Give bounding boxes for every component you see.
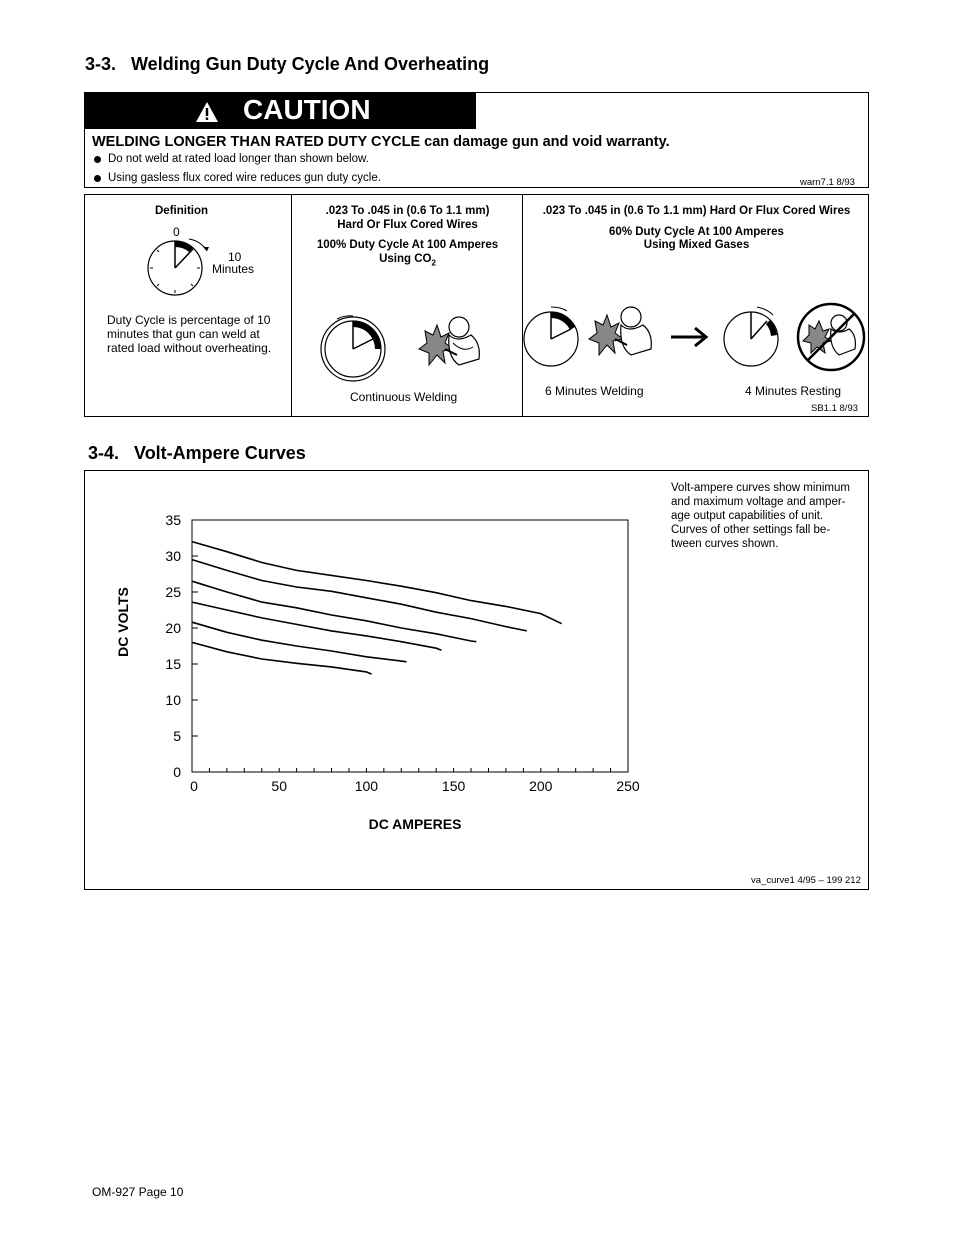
- clock-zero-label: 0: [173, 225, 180, 239]
- y-tick-label: 25: [165, 584, 181, 600]
- definition-text-3: rated load without overheating.: [107, 341, 272, 355]
- co2-sub-1: 100% Duty Cycle At 100 Amperes: [316, 239, 499, 251]
- caution-bullet-2: Using gasless flux cored wire reduces gun duty cycle.: [108, 172, 381, 184]
- va-description-line-5: tween curves shown.: [671, 538, 779, 550]
- plot-frame: [192, 520, 628, 772]
- va-ref: va_curve1 4/95 – 199 212: [751, 875, 861, 886]
- caution-label: CAUTION: [243, 94, 371, 125]
- section-3-3-title: 3-3. Welding Gun Duty Cycle And Overheating: [85, 54, 490, 74]
- co2-sub-2-text: Using CO: [379, 253, 432, 265]
- va-curve-4: [192, 602, 441, 650]
- definition-text-1: Duty Cycle is percentage of 10: [107, 313, 271, 327]
- mixed-sub-1: 60% Duty Cycle At 100 Amperes: [609, 226, 784, 238]
- x-tick-label: 0: [190, 778, 198, 794]
- caution-headline: WELDING LONGER THAN RATED DUTY CYCLE can damage gun and void warranty.: [92, 134, 670, 150]
- co2-caption: Continuous Welding: [350, 390, 458, 404]
- x-tick-label: 250: [616, 778, 640, 794]
- va-curve-6: [192, 642, 372, 674]
- x-axis-label: DC AMPERES: [368, 816, 462, 832]
- va-curve-5: [192, 622, 407, 662]
- x-tick-label: 50: [271, 778, 287, 794]
- y-axis-label: DC VOLTS: [115, 587, 131, 657]
- va-description-line-1: Volt-ampere curves show minimum: [671, 482, 850, 494]
- y-tick-label: 30: [165, 548, 181, 564]
- x-tick-label: 200: [529, 778, 553, 794]
- mixed-ref: SB1.1 8/93: [811, 403, 859, 414]
- co2-heading-2: Hard Or Flux Cored Wires: [337, 219, 478, 231]
- clock-minutes-label: Minutes: [212, 262, 255, 276]
- co2-heading-1: .023 To .045 in (0.6 To 1.1 mm): [325, 205, 490, 217]
- y-tick-label: 20: [165, 620, 181, 636]
- caution-ref: warn7.1 8/93: [800, 177, 855, 188]
- va-curve-1: [192, 542, 562, 624]
- y-tick-label: 15: [165, 656, 181, 672]
- y-tick-label: 35: [165, 512, 181, 528]
- caution-bullet-1: Do not weld at rated load longer than shown below.: [108, 153, 369, 165]
- va-description-line-4: Curves of other settings fall be-: [671, 524, 831, 536]
- co2-subscript: 2: [431, 258, 436, 268]
- mixed-caption-left: 6 Minutes Welding: [545, 384, 644, 398]
- definition-heading: Definition: [155, 205, 209, 217]
- mixed-caption-right: 4 Minutes Resting: [745, 384, 842, 398]
- section-3-4-title: 3-4. Volt-Ampere Curves: [88, 443, 306, 463]
- va-description-line-3: age output capabilities of unit.: [671, 510, 824, 522]
- clock-ten-label: 10: [228, 250, 242, 264]
- definition-text-2: minutes that gun can weld at: [107, 327, 260, 341]
- mixed-sub-2: Using Mixed Gases: [643, 239, 750, 251]
- y-tick-label: 10: [165, 692, 181, 708]
- page-footer: OM-927 Page 10: [92, 1185, 184, 1199]
- va-description-line-2: and maximum voltage and amper-: [671, 496, 846, 508]
- x-tick-label: 100: [354, 778, 379, 794]
- x-tick-label: 150: [441, 778, 466, 794]
- y-tick-label: 0: [173, 764, 181, 780]
- y-tick-label: 5: [173, 728, 181, 744]
- mixed-heading: .023 To .045 in (0.6 To 1.1 mm) Hard Or Flux Cored Wires: [542, 205, 851, 217]
